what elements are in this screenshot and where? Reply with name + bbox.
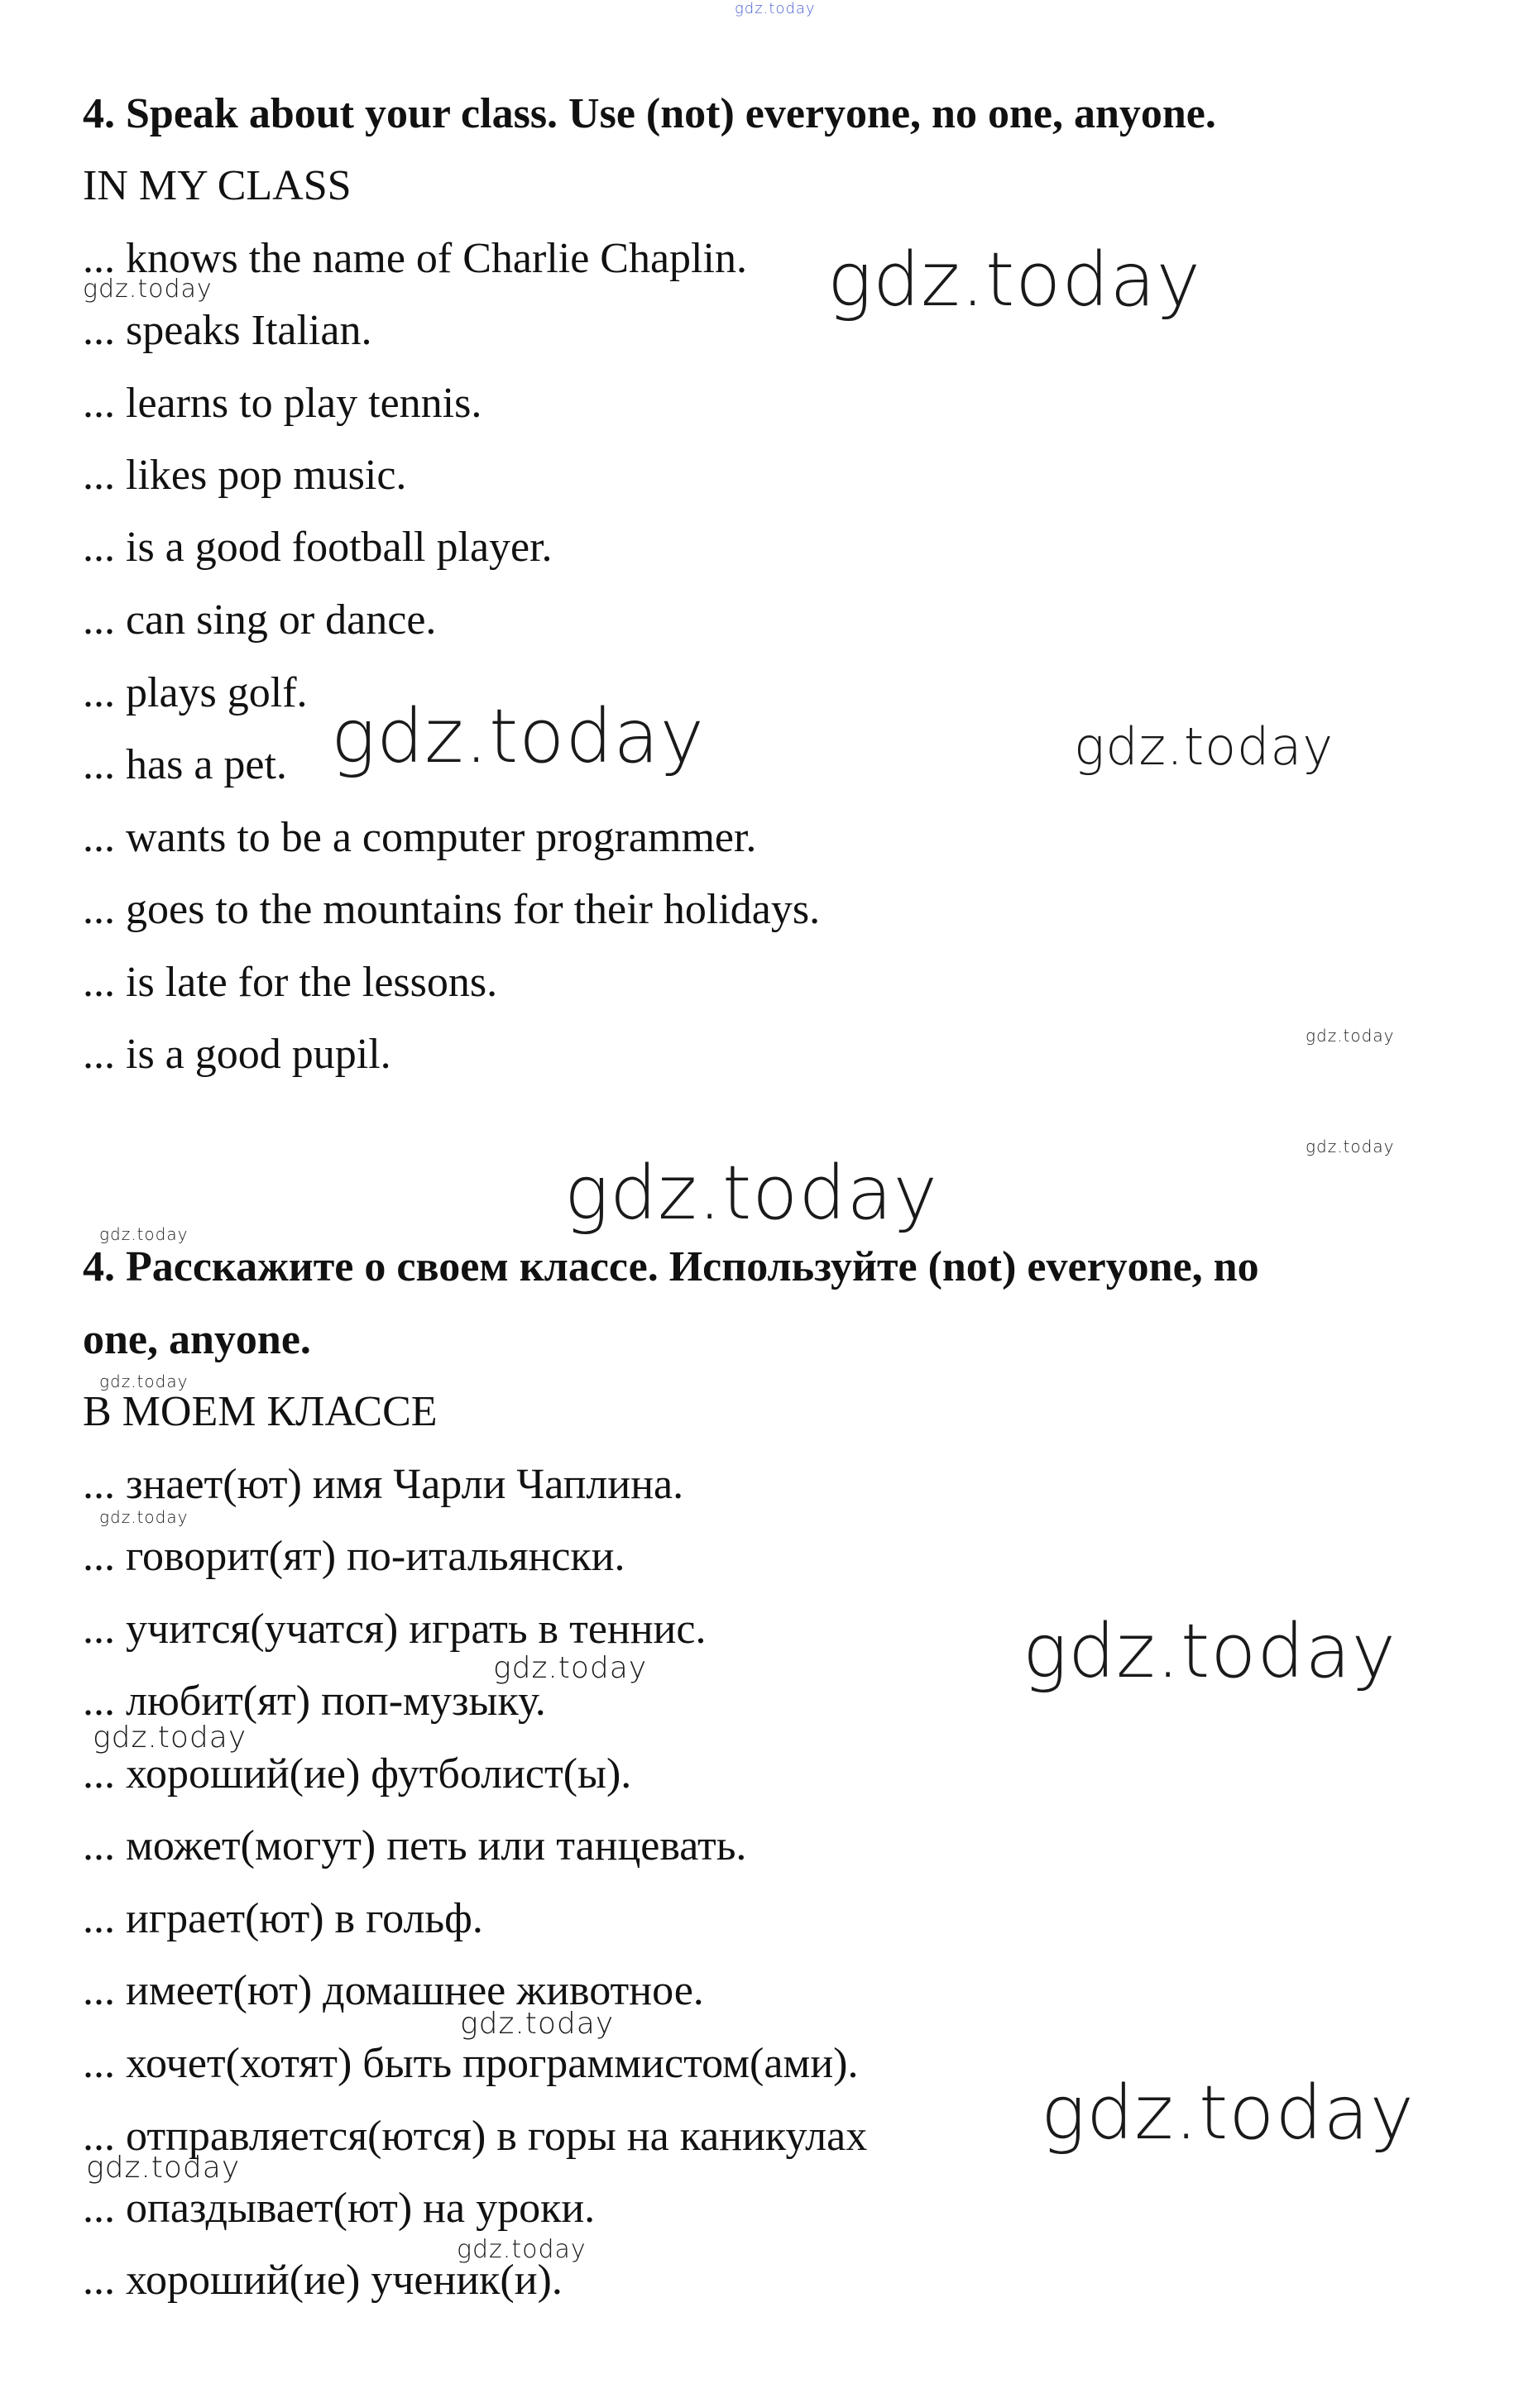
- list-item: ... wants to be a computer programmer.: [83, 814, 757, 861]
- watermark: gdz.today: [460, 2007, 615, 2041]
- list-item: ... speaks Italian.: [83, 307, 372, 354]
- list-item: ... хороший(ие) ученик(и).: [83, 2257, 563, 2304]
- list-item: ... любит(ят) поп-музыку.: [83, 1678, 546, 1725]
- list-item: ... может(могут) петь или танцевать.: [83, 1822, 747, 1869]
- list-item: ... хороший(ие) футболист(ы).: [83, 1750, 632, 1798]
- watermark: gdz.today: [1023, 1608, 1397, 1695]
- watermark: gdz.today: [99, 1372, 189, 1391]
- list-item: ... plays golf.: [83, 669, 308, 716]
- exercise-heading-ru-line2: one, anyone.: [83, 1316, 311, 1363]
- list-item: ... опаздывает(ют) на уроки.: [83, 2185, 596, 2232]
- watermark: gdz.today: [93, 1721, 247, 1755]
- list-item: ... говорит(ят) по-итальянски.: [83, 1533, 625, 1580]
- list-item: ... имеет(ют) домашнее животное.: [83, 1967, 704, 2014]
- watermark: gdz.today: [735, 0, 816, 17]
- list-item: ... отправляется(ются) в горы на каникулах: [83, 2113, 868, 2160]
- list-item: ... is late for the lessons.: [83, 959, 498, 1006]
- watermark: gdz.today: [83, 275, 213, 304]
- list-item: ... is a good pupil.: [83, 1031, 391, 1078]
- exercise-heading-ru-line1: 4. Расскажите о своем классе. Используйте (not) everyone, no: [83, 1243, 1259, 1290]
- list-item: ... играет(ют) в гольф.: [83, 1895, 483, 1942]
- list-item: ... likes pop music.: [83, 452, 407, 499]
- list-item: ... знает(ют) имя Чарли Чаплина.: [83, 1461, 684, 1508]
- watermark: gdz.today: [99, 1224, 189, 1244]
- watermark: gdz.today: [1074, 716, 1334, 777]
- list-item: ... has a pet.: [83, 741, 287, 788]
- watermark: gdz.today: [86, 2151, 241, 2185]
- list-item: ... is a good football player.: [83, 524, 553, 571]
- section-subheading-ru: В МОЕМ КЛАССЕ: [83, 1388, 438, 1435]
- watermark: gdz.today: [457, 2235, 587, 2264]
- watermark: gdz.today: [1306, 1026, 1395, 1046]
- watermark: gdz.today: [564, 1150, 938, 1237]
- watermark: gdz.today: [493, 1651, 648, 1685]
- watermark: gdz.today: [1306, 1137, 1395, 1156]
- exercise-heading-en: 4. Speak about your class. Use (not) everyone, no one, anyone.: [83, 90, 1216, 137]
- list-item: ... knows the name of Charlie Chaplin.: [83, 235, 747, 282]
- section-subheading-en: IN MY CLASS: [83, 162, 352, 209]
- list-item: ... учится(учатся) играть в теннис.: [83, 1606, 707, 1653]
- watermark: gdz.today: [99, 1507, 189, 1527]
- list-item: ... хочет(хотят) быть программистом(ами).: [83, 2040, 859, 2087]
- watermark: gdz.today: [1041, 2070, 1415, 2157]
- list-item: ... goes to the mountains for their holidays.: [83, 886, 821, 933]
- list-item: ... can sing or dance.: [83, 596, 437, 644]
- watermark: gdz.today: [827, 237, 1201, 323]
- list-item: ... learns to play tennis.: [83, 380, 482, 427]
- watermark: gdz.today: [331, 693, 705, 780]
